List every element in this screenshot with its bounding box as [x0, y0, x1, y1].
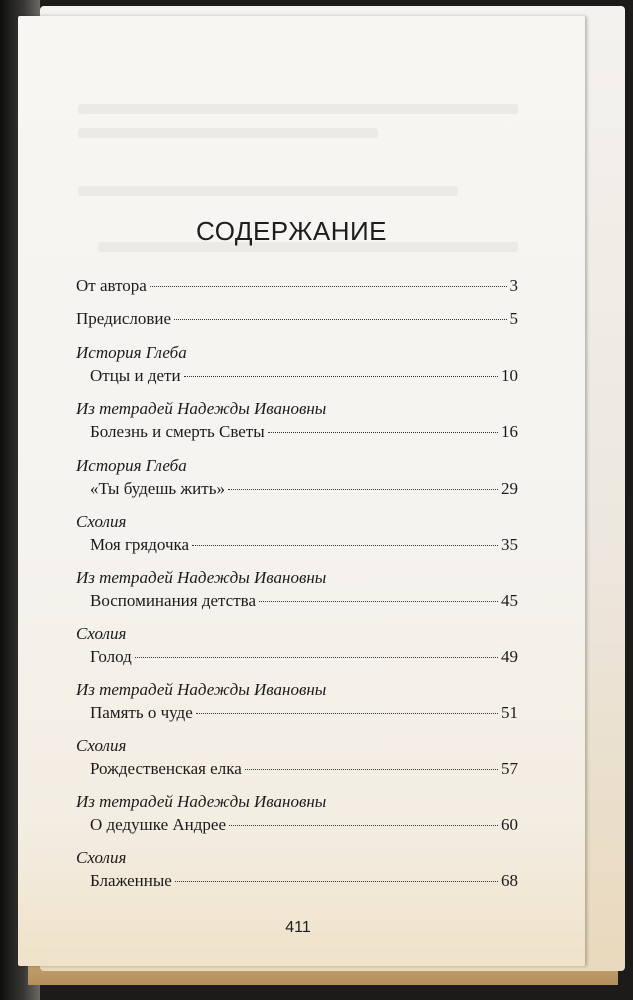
dot-leader	[135, 657, 498, 658]
toc-entry-page: 45	[501, 591, 518, 610]
toc-section-label: Схолия	[76, 736, 127, 755]
dot-leader	[174, 319, 506, 320]
toc-section-label: Из тетрадей Надежды Ивановны	[76, 680, 327, 699]
toc-section-label: Из тетрадей Надежды Ивановны	[76, 792, 327, 811]
toc-entry-page: 68	[501, 871, 518, 890]
toc-entry-title: Отцы и дети	[90, 366, 181, 385]
dot-leader	[175, 881, 498, 882]
toc-entry-title: Воспоминания детства	[90, 591, 256, 610]
toc-entry	[76, 309, 518, 333]
toc-entry-title: Голод	[90, 647, 132, 666]
toc-entry-title: Память о чуде	[90, 703, 193, 722]
toc-section-label: Из тетрадей Надежды Ивановны	[76, 399, 327, 418]
toc-entry-title: Болезнь и смерть Светы	[90, 422, 265, 441]
dot-leader	[245, 769, 498, 770]
toc-section-label: Схолия	[76, 624, 127, 643]
show-through-text	[78, 186, 458, 196]
toc-entry-page: 5	[509, 309, 518, 328]
dot-leader	[184, 376, 498, 377]
toc-entry-page: 29	[501, 479, 518, 498]
toc-entry-page: 57	[501, 759, 518, 778]
toc-entry	[90, 366, 518, 390]
toc-entry-title: Предисловие	[76, 309, 172, 328]
toc-entry-page: 16	[501, 422, 518, 441]
toc-entry	[90, 591, 518, 615]
toc-entry-page: 10	[501, 366, 518, 385]
toc-entry	[90, 871, 518, 895]
dot-leader	[196, 713, 498, 714]
toc-section-label: Схолия	[76, 512, 127, 531]
show-through-text	[78, 128, 378, 138]
dot-leader	[150, 286, 507, 287]
toc-entry	[90, 535, 518, 559]
toc-entry	[90, 815, 518, 839]
toc-entry	[90, 759, 518, 783]
toc-entry-title: От автора	[76, 276, 147, 295]
toc-entry-title: «Ты будешь жить»	[90, 479, 225, 498]
toc-entry-title: О дедушке Андрее	[90, 815, 226, 834]
toc-section-label: История Глеба	[76, 456, 187, 475]
dot-leader	[228, 489, 498, 490]
toc-entry-page: 3	[509, 276, 518, 295]
toc-entry	[76, 276, 518, 300]
toc-section-label: Из тетрадей Надежды Ивановны	[76, 568, 327, 587]
book-page	[18, 16, 585, 966]
dot-leader	[229, 825, 498, 826]
page-number: 411	[285, 919, 311, 936]
toc-heading: СОДЕРЖАНИЕ	[196, 216, 388, 246]
toc-section-label: История Глеба	[76, 343, 187, 362]
dot-leader	[192, 545, 498, 546]
toc-entry	[90, 647, 518, 671]
show-through-text	[78, 104, 518, 114]
toc-entry-title: Рождественская елка	[90, 759, 242, 778]
dot-leader	[268, 432, 498, 433]
toc-entry	[90, 703, 518, 727]
toc-entry-page: 49	[501, 647, 518, 666]
toc-entry	[90, 479, 518, 503]
dot-leader	[259, 601, 498, 602]
toc-entry-page: 60	[501, 815, 518, 834]
toc-entry-page: 51	[501, 703, 518, 722]
toc-entry	[90, 422, 518, 446]
toc-section-label: Схолия	[76, 848, 127, 867]
toc-entry-title: Блаженные	[90, 871, 172, 890]
toc-entry-title: Моя грядочка	[90, 535, 190, 554]
toc-entry-page: 35	[501, 535, 518, 554]
